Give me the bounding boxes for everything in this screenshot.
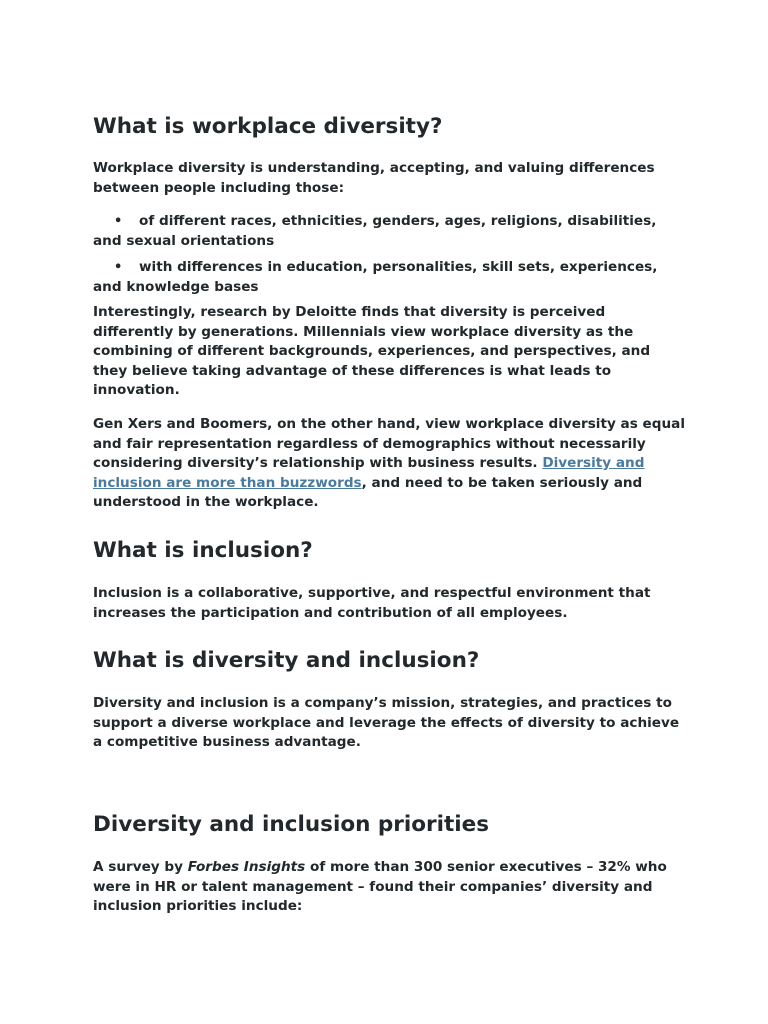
priorities-paragraph	[93, 858, 688, 917]
buzzwords-link[interactable]: Diversity and inclusion are more than buzzwords	[93, 455, 645, 491]
genx-text-before: Gen Xers and Boomers, on the other hand, view workplace diversity as equal and fair representation regardless of demographics without necessarily considering diversity’s relationship with business results.	[93, 416, 686, 471]
priorities-text-before: A survey by	[93, 859, 188, 875]
diversity-inclusion-paragraph: Diversity and inclusion is a company’s mission, strategies, and practices to support a diverse workplace and leverage the effects of diversity to achieve a competitive business advantage.	[93, 695, 680, 750]
bullet-item	[93, 258, 688, 297]
inclusion-paragraph: Inclusion is a collaborative, supportive, and respectful environment that increases the participation and contribution of all employees.	[93, 585, 651, 621]
forbes-insights-italic: Forbes Insights	[187, 859, 306, 875]
bullet-item	[93, 212, 688, 251]
bullet-text: with differences in education, personalities, skill sets, experiences, and knowledge bases	[93, 259, 658, 295]
intro-paragraph: Workplace diversity is understanding, accepting, and valuing differences between people including those:	[93, 160, 655, 196]
heading-inclusion: What is inclusion?	[93, 538, 313, 563]
genx-paragraph	[93, 415, 688, 513]
bullet-dot: •	[114, 214, 123, 229]
heading-workplace-diversity: What is workplace diversity?	[93, 114, 443, 139]
heading-diversity-inclusion: What is diversity and inclusion?	[93, 648, 480, 673]
bullet-dot: •	[114, 260, 123, 275]
bullet-text: of different races, ethnicities, genders, ages, religions, disabilities, and sexual orientations	[93, 213, 657, 249]
heading-priorities: Diversity and inclusion priorities	[93, 812, 490, 837]
priorities-text-after: of more than 300 senior executives – 32% who were in HR or talent management – found their companies’ diversity and inclusion priorities include:	[93, 859, 667, 914]
genx-text-after: , and need to be taken seriously and understood in the workplace.	[93, 474, 643, 510]
deloitte-paragraph: Interestingly, research by Deloitte finds that diversity is perceived differently by generations. Millennials view workplace diversity as the combining of different backgrounds, experiences, and perspectives, and they believe taking advantage of these differences is what leads to innovation.	[93, 304, 651, 398]
